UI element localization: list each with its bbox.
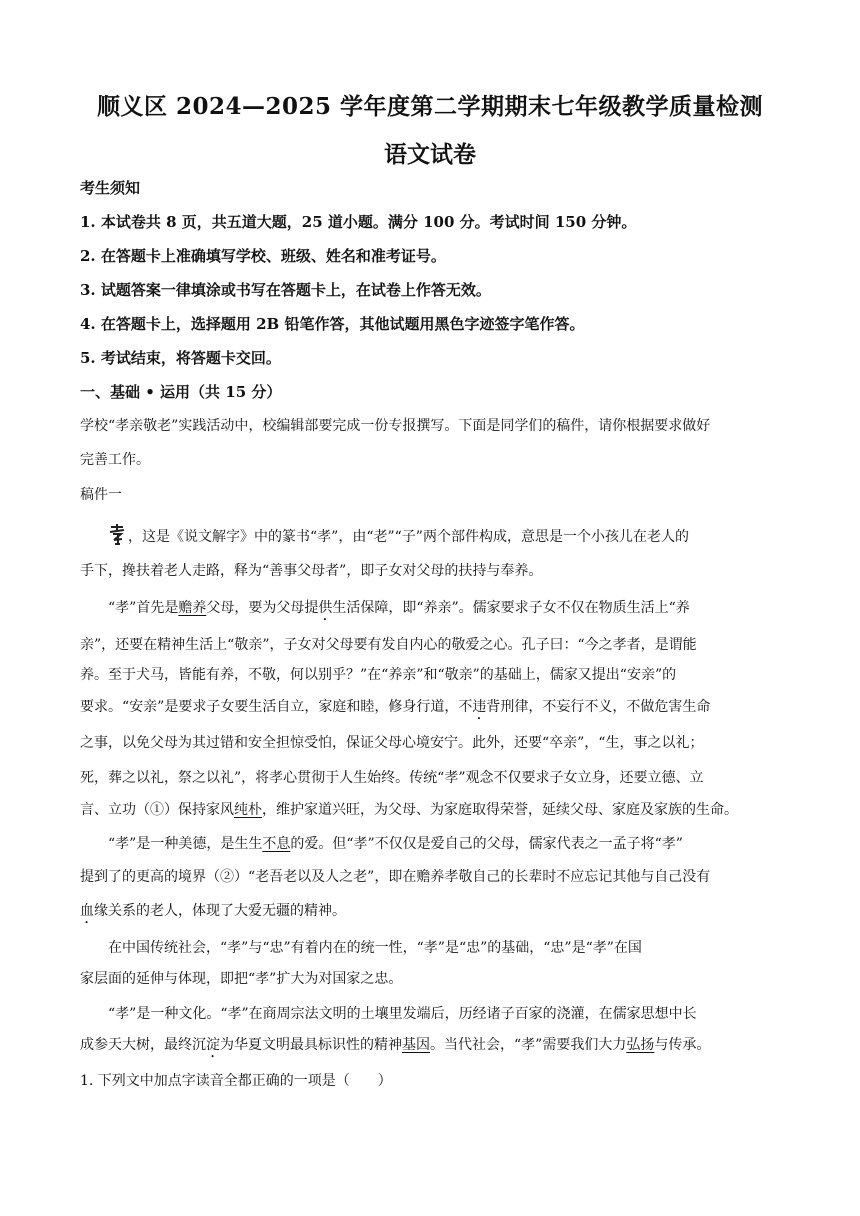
exam-title: 顺义区 2024—2025 学年度第二学期期末七年级教学质量检测 [96, 93, 764, 120]
text-run: 与传承。 [654, 1037, 711, 1053]
article-p2-line-4 [80, 696, 780, 723]
article-p4-line-2: 家层面的延伸与体现，即把“孝”扩大为对国家之忠。 [80, 971, 403, 987]
article-p3-line-1 [108, 833, 780, 853]
section-heading: 一、基础 • 运用（共 15 分） [80, 383, 282, 401]
underlined-word: 基因 [402, 1037, 430, 1053]
text-run: ，维护家道兴旺，为父母、为家庭取得荣誉，延续父母、家庭及家族的生命。 [262, 802, 738, 818]
text-run: 言、立功（①）保持家风 [80, 802, 234, 818]
exam-subtitle: 语文试卷 [384, 141, 476, 168]
text-run: 背刑律，不妄行不义，不做危害生命 [486, 699, 711, 715]
article-p2-line-6: 死，葬之以礼，祭之以礼”，将孝心贯彻于人生始终。传统“孝”观念不仅要求子女立身，还要立德、立 [80, 770, 704, 786]
notice-item-3: 3. 试题答案一律填涂或书写在答题卡上，在试卷上作答无效。 [80, 281, 491, 299]
text-run: 生活保障，即“养亲”。儒家要求子女不仅在物质生活上“养 [332, 600, 690, 616]
text-run: “孝”首先是 [108, 600, 179, 616]
underlined-word: 赡养 [178, 600, 207, 616]
text-run: 缘关系的老人，体现了大爱无疆的精神。 [94, 903, 346, 919]
underlined-word: 纯朴 [234, 802, 262, 818]
article-p3-line-2: 提到了的更高的境界（②）“老吾老以及人之老”，即在赡养孝敬自己的长辈时不应忘记其他与自己没有 [80, 869, 711, 885]
underlined-word: 不息 [262, 836, 291, 852]
article-p5-line-1: “孝”是一种文化。“孝”在商周宗法文明的土壤里发端后，历经诸子百家的浇灌，在儒家思想中长 [108, 1006, 697, 1022]
text-run: 为华夏文明最具标识性的精神 [220, 1037, 402, 1053]
notice-item-1: 1. 本试卷共 8 页，共五道大题，25 道小题。满分 100 分。考试时间 150 分钟。 [80, 213, 637, 231]
text-run: 。当代社会，“孝”需要我们大力 [430, 1037, 627, 1053]
dotted-char: 血 [80, 903, 94, 919]
article-p2-line-2: 亲”，还要在精神生活上“敬亲”，子女对父母要有发自内心的敬爱之心。孔子曰：“今之孝者，是谓能 [80, 637, 697, 653]
text-run: 成参天大树，最终沉 [80, 1037, 206, 1053]
article-p5-line-2 [80, 1034, 780, 1061]
article-p4-line-1: 在中国传统社会，“孝”与“忠”有着内在的统一性，“孝”是“忠”的基础，“忠”是“孝”在国 [108, 940, 642, 956]
article-p1-line-2: 手下，搀扶着老人走路，释为“善事父母者”，即子女对父母的扶持与奉养。 [80, 563, 543, 579]
seal-script-xiao-icon [108, 523, 126, 545]
dotted-char: 供 [318, 600, 333, 616]
article-p2-line-1 [108, 597, 780, 624]
question-1-stem: 1. 下列文中加点字读音全都正确的一项是（ ） [80, 1073, 392, 1089]
text-run: 要求。“安亲”是要求子女要生活自立，家庭和睦，修身行道，不 [80, 699, 473, 715]
article-p1-text: ，这是《说文解字》中的篆书“孝”，由“老”“子”两个部件构成，意思是一个小孩儿在老人的 [128, 529, 689, 545]
notice-item-2: 2. 在答题卡上准确填写学校、班级、姓名和准考证号。 [80, 247, 446, 265]
section-intro-line-1: 学校“孝亲敬老”实践活动中，校编辑部要完成一份专报撰写。下面是同学们的稿件，请你根据要求做好 [80, 418, 711, 434]
article-p1-line-1 [108, 523, 780, 546]
text-run: 的爱。但“孝”不仅仅是爱自己的父母，儒家代表之一孟子将“孝” [290, 836, 683, 852]
notice-item-4: 4. 在答题卡上，选择题用 2B 铅笔作答，其他试题用黑色字迹签字笔作答。 [80, 315, 585, 333]
text-run: 父母，要为父母提 [206, 600, 319, 616]
draft-label: 稿件一 [80, 487, 122, 503]
article-p2-line-5: 之事，以免父母为其过错和安全担惊受怕，保证父母心境安宁。此外，还要“卒亲”，“生，事之以礼； [80, 735, 704, 751]
dotted-char: 淀 [206, 1037, 220, 1053]
notice-heading: 考生须知 [80, 179, 141, 197]
dotted-char: 违 [472, 699, 487, 715]
notice-item-5: 5. 考试结束，将答题卡交回。 [80, 349, 281, 367]
underlined-word: 弘扬 [626, 1037, 655, 1053]
article-p2-line-7 [80, 799, 780, 819]
text-run: “孝”是一种美德，是生生 [108, 836, 263, 852]
article-p2-line-3: 养。至于犬马，皆能有养，不敬，何以别乎？”在“养亲”和“敬亲”的基础上，儒家又提出“安亲”的 [80, 667, 677, 683]
article-p3-line-3 [80, 900, 780, 927]
section-intro-line-2: 完善工作。 [80, 452, 150, 468]
